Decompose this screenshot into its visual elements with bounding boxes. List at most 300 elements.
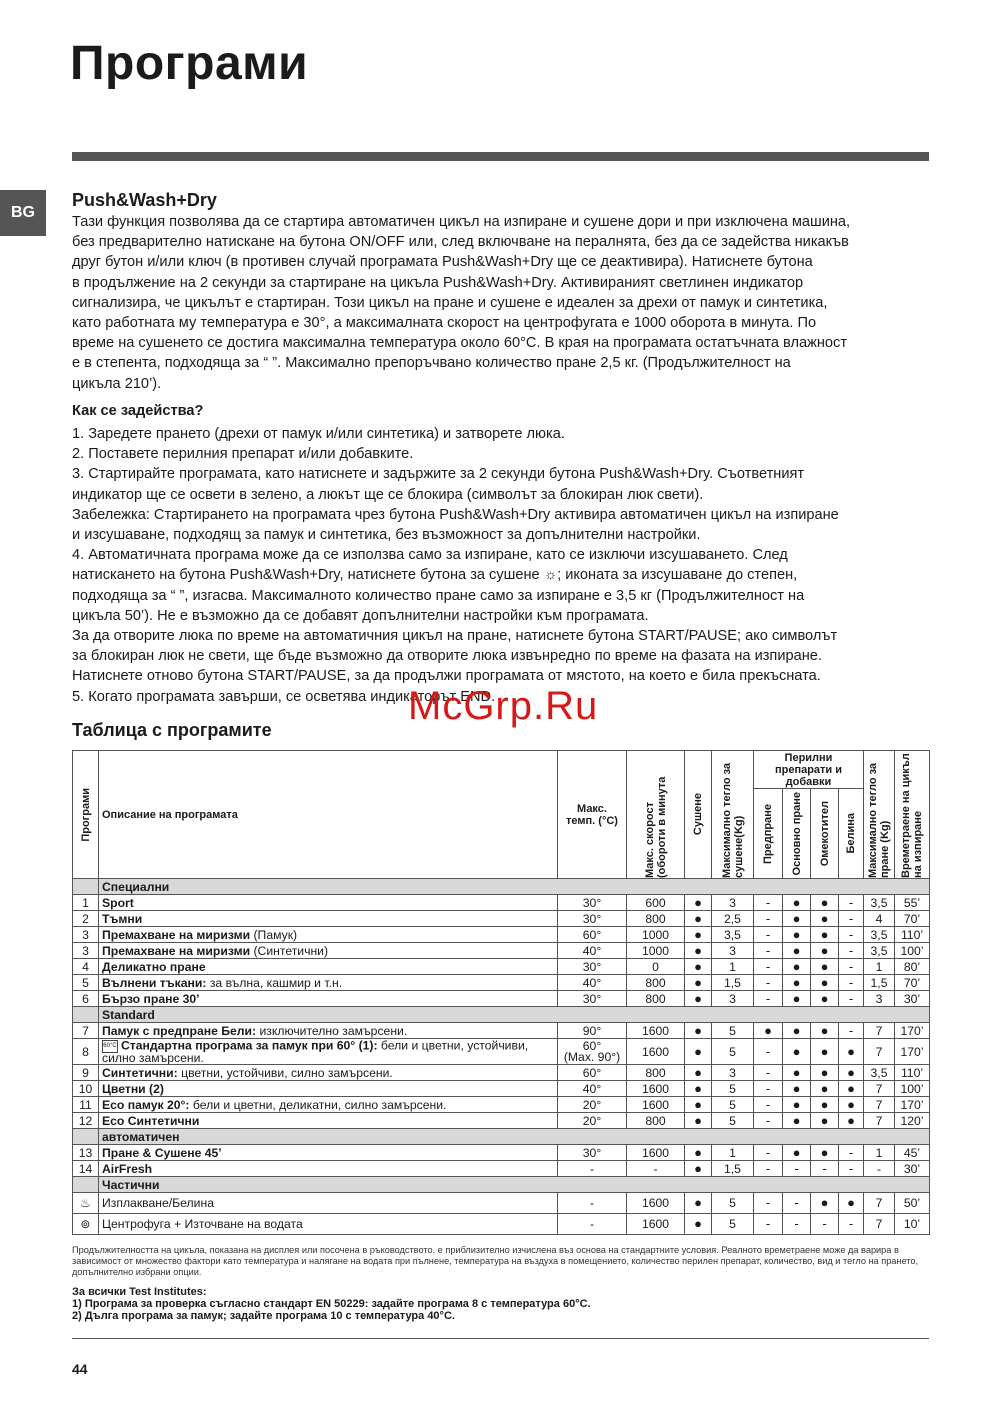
program-name: Eco Синтетични <box>102 1113 200 1128</box>
max-dry-load: 3 <box>712 895 754 911</box>
max-wash-load: 3 <box>864 991 895 1007</box>
mainwash-indicator: ● <box>783 895 811 911</box>
bleach-indicator: ● <box>839 1081 864 1097</box>
max-wash-load: 7 <box>864 1193 895 1214</box>
spin-speed: 1600 <box>627 1214 685 1235</box>
program-description <box>99 991 558 1007</box>
text-line: Забележка: Стартирането на програмата чрез бутона Push&Wash+Dry активира автоматичен цикъл на изпиране <box>72 506 839 523</box>
programs-table <box>72 750 930 1235</box>
cycle-duration: 100’ <box>895 943 930 959</box>
temperature: 60° <box>558 927 627 943</box>
program-number: 3 <box>73 927 99 943</box>
program-number: 11 <box>73 1097 99 1113</box>
softener-indicator: ● <box>811 1113 839 1129</box>
softener-indicator: ● <box>811 991 839 1007</box>
temperature: 30° <box>558 991 627 1007</box>
group-row <box>73 1177 930 1193</box>
text-line: сигнализира, че цикълът е стартиран. Този цикъл на пране и сушене е идеален за дрехи от памук и синтетика, <box>72 294 828 311</box>
program-description <box>99 975 558 991</box>
group-label: автоматичен <box>99 1129 930 1145</box>
program-name: Стандартна програма за памук при 60° (1): <box>121 1038 378 1053</box>
text-line: за блокиран люк не свети, ще бъде възможно да отворите люка извънредно по време на фазата на изпиране. <box>72 648 822 665</box>
mainwash-indicator: ● <box>783 1023 811 1039</box>
max-dry-load: 1,5 <box>712 1161 754 1177</box>
spin-speed: 1000 <box>627 927 685 943</box>
temperature: 90° <box>558 1023 627 1039</box>
max-wash-load: 7 <box>864 1081 895 1097</box>
program-description <box>99 1214 558 1235</box>
max-dry-load: 3,5 <box>712 927 754 943</box>
program-description <box>99 943 558 959</box>
cycle-duration: 50’ <box>895 1193 930 1214</box>
spin-speed: 1600 <box>627 1193 685 1214</box>
temp-max: (Max. 90°) <box>563 1049 621 1064</box>
cycle-duration: 100’ <box>895 1081 930 1097</box>
max-wash-load: 1 <box>864 959 895 975</box>
prewash-indicator: - <box>754 959 783 975</box>
text-line: 5. Когато програмата завърши, се осветява индикаторът END. <box>72 688 496 705</box>
program-number: 1 <box>73 895 99 911</box>
softener-indicator: - <box>811 1161 839 1177</box>
temperature: 30° <box>558 895 627 911</box>
dry-indicator: ● <box>685 1081 712 1097</box>
max-dry-load: 2,5 <box>712 911 754 927</box>
softener-indicator: - <box>811 1214 839 1235</box>
group-spacer <box>73 1177 99 1193</box>
program-detail: Центрофуга + Източване на водата <box>102 1217 303 1231</box>
prewash-indicator: - <box>754 1193 783 1214</box>
bleach-indicator: - <box>839 1145 864 1161</box>
max-wash-load: 3,5 <box>864 943 895 959</box>
program-detail: (Памук) <box>250 927 298 942</box>
cycle-duration: 110’ <box>895 927 930 943</box>
dry-indicator: ● <box>685 991 712 1007</box>
text-line: подходяща за “ ”, изгасва. Максималното количество пране само за изпиране е 3,5 кг (Продължителност на <box>72 587 805 604</box>
mainwash-indicator: ● <box>783 943 811 959</box>
cycle-duration: 170’ <box>895 1039 930 1065</box>
program-row <box>73 959 930 975</box>
program-detail: (Синтетични) <box>250 943 329 958</box>
program-name: Премахване на миризми <box>102 943 251 958</box>
spin-speed: 800 <box>627 991 685 1007</box>
program-number: 13 <box>73 1145 99 1161</box>
dry-indicator: ● <box>685 975 712 991</box>
prewash-indicator: - <box>754 1039 783 1065</box>
max-wash-load: 3,5 <box>864 1065 895 1081</box>
program-detail: Изплакване/Белина <box>102 1196 214 1210</box>
mainwash-indicator: - <box>783 1193 811 1214</box>
max-dry-load: 3 <box>712 943 754 959</box>
mainwash-indicator: - <box>783 1161 811 1177</box>
prewash-indicator: - <box>754 927 783 943</box>
mainwash-indicator: ● <box>783 1113 811 1129</box>
program-row <box>73 895 930 911</box>
cycle-duration: 170’ <box>895 1097 930 1113</box>
text-line: цикъла 210’). <box>72 375 162 392</box>
program-row <box>73 943 930 959</box>
header-programs: Програми <box>73 751 99 879</box>
program-name: Бързо пране 30’ <box>102 991 200 1006</box>
temperature: 60° <box>558 1065 627 1081</box>
bleach-indicator: ● <box>839 1193 864 1214</box>
max-dry-load: 3 <box>712 1065 754 1081</box>
program-name: Синтетични: <box>102 1065 178 1080</box>
program-name: Sport <box>102 895 134 910</box>
prewash-indicator: ● <box>754 1023 783 1039</box>
max-wash-load: 3,5 <box>864 895 895 911</box>
cycle-duration: 70’ <box>895 975 930 991</box>
dry-indicator: ● <box>685 943 712 959</box>
temperature: - <box>558 1193 627 1214</box>
bleach-indicator: - <box>839 991 864 1007</box>
program-number: 5 <box>73 975 99 991</box>
cycle-duration: 80’ <box>895 959 930 975</box>
header-duration: Времетраене на цикъл на изпиране <box>895 751 930 879</box>
mainwash-indicator: ● <box>783 959 811 975</box>
program-name: Деликатно пране <box>102 959 206 974</box>
bleach-indicator: ● <box>839 1039 864 1065</box>
bleach-indicator: - <box>839 1161 864 1177</box>
text-line: 3. Стартирайте програмата, като натиснете и задържите за 2 секунди бутона Push&Wash+Dry. Съответният <box>72 466 805 483</box>
program-name: AirFresh <box>102 1161 153 1176</box>
prewash-indicator: - <box>754 1081 783 1097</box>
program-row <box>73 1161 930 1177</box>
text-line: без предварително натискане на бутона ON/OFF или, след включване на пералнята, без да се задейства никакъв <box>72 234 849 251</box>
program-name: Памук с предпране Бели: <box>102 1023 257 1038</box>
program-number: 14 <box>73 1161 99 1177</box>
spin-speed: 1000 <box>627 943 685 959</box>
group-label: Standard <box>99 1007 930 1023</box>
program-number: 7 <box>73 1023 99 1039</box>
text-line: като работната му температура е 30°, а максималната скорост на центрофугата е 1000 оборота в минута. По <box>72 315 817 332</box>
program-number: 2 <box>73 911 99 927</box>
temperature: 30° <box>558 959 627 975</box>
bleach-indicator: ● <box>839 1113 864 1129</box>
mainwash-indicator: ● <box>783 1097 811 1113</box>
how-title: Как се задейства? <box>72 403 204 419</box>
text-line: 1. Заредете прането (дрехи от памук и/или синтетика) и затворете люка. <box>72 426 565 442</box>
group-label: Специални <box>99 879 930 895</box>
program-detail: за вълна, кашмир и т.н. <box>206 975 343 990</box>
program-number: 10 <box>73 1081 99 1097</box>
tests-title: За всички Test Institutes: <box>72 1286 207 1298</box>
program-number: 6 <box>73 991 99 1007</box>
program-row <box>73 1039 930 1065</box>
program-description <box>99 927 558 943</box>
cycle-duration: 10’ <box>895 1214 930 1235</box>
program-number: ♨ <box>73 1193 99 1214</box>
text-line: индикатор ще се освети в зелено, а люкът ще се блокира (символът за блокиран люк свети). <box>72 486 704 503</box>
max-wash-load: 3,5 <box>864 927 895 943</box>
cycle-duration: 30’ <box>895 1161 930 1177</box>
text-line: е в степента, подходяща за “ ”. Максимално препоръчвано количество пране 2,5 кг. (Продължителност на <box>72 355 791 372</box>
program-detail: бели и цветни, деликатни, силно замърсени. <box>189 1097 447 1112</box>
cycle-duration: 45’ <box>895 1145 930 1161</box>
temperature: 40° <box>558 1081 627 1097</box>
temp-value: 60° <box>582 1038 602 1053</box>
header-max-wash: Максимално тегло за пране (Kg) <box>864 751 895 879</box>
max-dry-load: 1,5 <box>712 975 754 991</box>
program-name: Eco памук 20°: <box>102 1097 190 1112</box>
test-institutes <box>72 1286 928 1322</box>
program-row <box>73 1065 930 1081</box>
program-number: 12 <box>73 1113 99 1129</box>
spin-speed: 800 <box>627 1065 685 1081</box>
group-spacer <box>73 879 99 895</box>
program-row <box>73 1081 930 1097</box>
temperature: 30° <box>558 911 627 927</box>
mainwash-indicator: ● <box>783 1081 811 1097</box>
max-wash-load: 7 <box>864 1214 895 1235</box>
bleach-indicator: - <box>839 895 864 911</box>
text-line: цикъла 50’). Не е възможно да се добавят допълнителни настройки към програмата. <box>72 607 649 624</box>
page-title: Програми <box>70 37 309 90</box>
mainwash-indicator: ● <box>783 911 811 927</box>
spin-speed: 1600 <box>627 1097 685 1113</box>
prewash-indicator: - <box>754 1097 783 1113</box>
mainwash-indicator: ● <box>783 975 811 991</box>
prewash-indicator: - <box>754 911 783 927</box>
prewash-indicator: - <box>754 975 783 991</box>
program-name: Пране & Сушене 45’ <box>102 1145 222 1160</box>
prewash-indicator: - <box>754 1113 783 1129</box>
max-dry-load: 5 <box>712 1214 754 1235</box>
mainwash-indicator: ● <box>783 1145 811 1161</box>
cycle-duration: 120’ <box>895 1113 930 1129</box>
bleach-indicator: - <box>839 1023 864 1039</box>
how-steps <box>72 424 928 707</box>
program-description <box>99 1113 558 1129</box>
temperature: 20° <box>558 1097 627 1113</box>
temperature: 30° <box>558 1145 627 1161</box>
cycle-duration: 55’ <box>895 895 930 911</box>
program-row <box>73 1023 930 1039</box>
bottom-divider <box>72 1338 929 1339</box>
group-row <box>73 879 930 895</box>
spin-speed: 800 <box>627 911 685 927</box>
dry-indicator: ● <box>685 1193 712 1214</box>
group-spacer <box>73 1007 99 1023</box>
header-description: Описание на програмата <box>99 751 558 879</box>
prewash-indicator: - <box>754 1065 783 1081</box>
max-wash-load: 1 <box>864 1145 895 1161</box>
cycle-duration: 110’ <box>895 1065 930 1081</box>
max-dry-load: 5 <box>712 1113 754 1129</box>
prewash-indicator: - <box>754 1145 783 1161</box>
program-detail: цветни, устойчиви, силно замърсени. <box>177 1065 393 1080</box>
program-description <box>99 1039 558 1065</box>
mainwash-indicator: ● <box>783 1039 811 1065</box>
softener-indicator: ● <box>811 1065 839 1081</box>
program-name: Вълнени тъкани: <box>102 975 207 990</box>
group-spacer <box>73 1129 99 1145</box>
cycle-duration: 170’ <box>895 1023 930 1039</box>
max-wash-load: 7 <box>864 1113 895 1129</box>
softener-indicator: ● <box>811 1097 839 1113</box>
program-number: 8 <box>73 1039 99 1065</box>
bleach-indicator: - <box>839 927 864 943</box>
tests-line-1: 1) Програма за проверка съгласно стандарт EN 50229: задайте програма 8 с температура 60°C. <box>72 1298 591 1310</box>
text-line: 4. Автоматичната програма може да се използва само за изпиране, като се изключи изсушаването. След <box>72 547 788 564</box>
group-row <box>73 1007 930 1023</box>
text-line: натискането на бутона Push&Wash+Dry, натиснете бутона за сушене ☼; иконата за изсушаване до степен, <box>72 567 798 584</box>
bleach-indicator: ● <box>839 1097 864 1113</box>
program-description <box>99 959 558 975</box>
program-number: ⊚ <box>73 1214 99 1235</box>
text-line: 2. Поставете перилния препарат и/или добавките. <box>72 446 414 463</box>
program-row <box>73 1113 930 1129</box>
mainwash-indicator: ● <box>783 991 811 1007</box>
group-row <box>73 1129 930 1145</box>
temperature: - <box>558 1161 627 1177</box>
program-row <box>73 975 930 991</box>
bleach-indicator: - <box>839 943 864 959</box>
prewash-indicator: - <box>754 1214 783 1235</box>
header-max-dry: Максимално тегло за сушене(Kg) <box>712 751 754 879</box>
dry-indicator: ● <box>685 1161 712 1177</box>
program-row <box>73 1145 930 1161</box>
bleach-indicator: ● <box>839 1065 864 1081</box>
header-mainwash: Основно пране <box>783 789 811 879</box>
temperature: - <box>558 1214 627 1235</box>
program-description <box>99 1193 558 1214</box>
max-dry-load: 5 <box>712 1081 754 1097</box>
text-line: друг бутон и/или ключ (в противен случай програмата Push&Wash+Dry ще се деактивира). Натиснете бутона <box>72 254 813 271</box>
max-dry-load: 5 <box>712 1097 754 1113</box>
prewash-indicator: - <box>754 943 783 959</box>
program-description <box>99 895 558 911</box>
program-name: Тъмни <box>102 911 143 926</box>
dry-indicator: ● <box>685 1065 712 1081</box>
softener-indicator: ● <box>811 1081 839 1097</box>
bleach-indicator: - <box>839 959 864 975</box>
dry-indicator: ● <box>685 895 712 911</box>
spin-speed: - <box>627 1161 685 1177</box>
temperature <box>558 1039 627 1065</box>
softener-indicator: ● <box>811 1193 839 1214</box>
spin-speed: 600 <box>627 895 685 911</box>
program-description <box>99 1081 558 1097</box>
text-line: в продължение на 2 секунди за стартиране на цикъла Push&Wash+Dry. Активираният светлинен индикатор <box>72 274 804 291</box>
cycle-duration: 30’ <box>895 991 930 1007</box>
bleach-indicator: - <box>839 1214 864 1235</box>
intro-paragraph <box>72 212 928 394</box>
temperature: 40° <box>558 943 627 959</box>
footnote: Продължителността на цикъла, показана на дисплея или посочена в ръководството, е приблизително изчислена въз основа на стандартните условия. Реалното времетраене може да варира в зависимост от множество фактори като температура и налягане на водата при пълнене, температура на въздуха в помещението, количество перилен препарат, количество, вид и тегло на прането, допълнително избрани опции. <box>72 1245 919 1277</box>
program-detail: бели и цветни, устойчиви, силно замърсени. <box>102 1038 529 1065</box>
page-number: 44 <box>72 1361 88 1377</box>
prewash-indicator: - <box>754 991 783 1007</box>
header-temp: Макс. темп. (°C) <box>558 751 627 879</box>
header-softener: Омекотител <box>811 789 839 879</box>
spin-speed: 0 <box>627 959 685 975</box>
max-wash-load: 7 <box>864 1097 895 1113</box>
program-description <box>99 911 558 927</box>
dry-indicator: ● <box>685 1023 712 1039</box>
cycle-duration: 70’ <box>895 911 930 927</box>
program-row <box>73 1097 930 1113</box>
program-number: 9 <box>73 1065 99 1081</box>
max-wash-load: 1,5 <box>864 975 895 991</box>
max-dry-load: 1 <box>712 1145 754 1161</box>
prewash-indicator: - <box>754 1161 783 1177</box>
temperature: 40° <box>558 975 627 991</box>
max-wash-load: - <box>864 1161 895 1177</box>
program-name: Премахване на миризми <box>102 927 251 942</box>
dry-indicator: ● <box>685 1097 712 1113</box>
header-speed: Макс. скорост (обороти в минута <box>627 751 685 879</box>
section-title: Push&Wash+Dry <box>72 190 217 210</box>
max-dry-load: 5 <box>712 1193 754 1214</box>
spin-speed: 1600 <box>627 1145 685 1161</box>
max-dry-load: 1 <box>712 959 754 975</box>
spin-speed: 1600 <box>627 1039 685 1065</box>
softener-indicator: ● <box>811 1039 839 1065</box>
text-line: Натиснете отново бутона START/PAUSE, за да продължи програмата от мястото, на което е била прекъсната. <box>72 668 821 685</box>
program-description <box>99 1065 558 1081</box>
cotton-60-icon: 60°C <box>102 1040 118 1053</box>
softener-indicator: ● <box>811 975 839 991</box>
max-dry-load: 3 <box>712 991 754 1007</box>
dry-indicator: ● <box>685 911 712 927</box>
program-row <box>73 991 930 1007</box>
program-description <box>99 1097 558 1113</box>
dry-indicator: ● <box>685 1039 712 1065</box>
dry-indicator: ● <box>685 1214 712 1235</box>
max-dry-load: 5 <box>712 1023 754 1039</box>
spin-speed: 1600 <box>627 1081 685 1097</box>
spin-speed: 800 <box>627 975 685 991</box>
program-description <box>99 1145 558 1161</box>
program-row <box>73 1193 930 1214</box>
softener-indicator: ● <box>811 1023 839 1039</box>
program-row <box>73 1214 930 1235</box>
softener-indicator: ● <box>811 1145 839 1161</box>
prewash-indicator: - <box>754 895 783 911</box>
text-line: и изсушаване, подходящ за памук и синтетика, без възможност за допълнителни настройки. <box>72 527 701 544</box>
bleach-indicator: - <box>839 975 864 991</box>
bleach-indicator: - <box>839 911 864 927</box>
mainwash-indicator: - <box>783 1214 811 1235</box>
group-label: Частични <box>99 1177 930 1193</box>
program-name: Цветни (2) <box>102 1081 164 1096</box>
program-detail: изключително замърсени. <box>256 1023 408 1038</box>
temperature: 20° <box>558 1113 627 1129</box>
text-line: време на сушенето се достига максимална температура около 60°C. В края на програмата остатъчната влажност <box>72 335 848 352</box>
max-wash-load: 7 <box>864 1039 895 1065</box>
text-line: Тази функция позволява да се стартира автоматичен цикъл на изпиране и сушене дори и при изключена машина, <box>72 214 851 230</box>
spin-speed: 1600 <box>627 1023 685 1039</box>
mainwash-indicator: ● <box>783 927 811 943</box>
tests-line-2: 2) Дълга програма за памук; задайте програма 10 с температура 40°C. <box>72 1310 455 1322</box>
max-wash-load: 4 <box>864 911 895 927</box>
header-bleach: Белина <box>839 789 864 879</box>
dry-indicator: ● <box>685 959 712 975</box>
top-divider <box>72 152 929 161</box>
header-detergents: Перилни препарати и добавки <box>754 751 864 789</box>
language-tab: BG <box>0 190 46 236</box>
spin-speed: 800 <box>627 1113 685 1129</box>
table-title: Таблица с програмите <box>72 720 272 740</box>
program-description <box>99 1023 558 1039</box>
program-row <box>73 911 930 927</box>
softener-indicator: ● <box>811 927 839 943</box>
program-number: 3 <box>73 943 99 959</box>
header-dry: Сушене <box>685 751 712 879</box>
dry-indicator: ● <box>685 1145 712 1161</box>
softener-indicator: ● <box>811 895 839 911</box>
mainwash-indicator: ● <box>783 1065 811 1081</box>
